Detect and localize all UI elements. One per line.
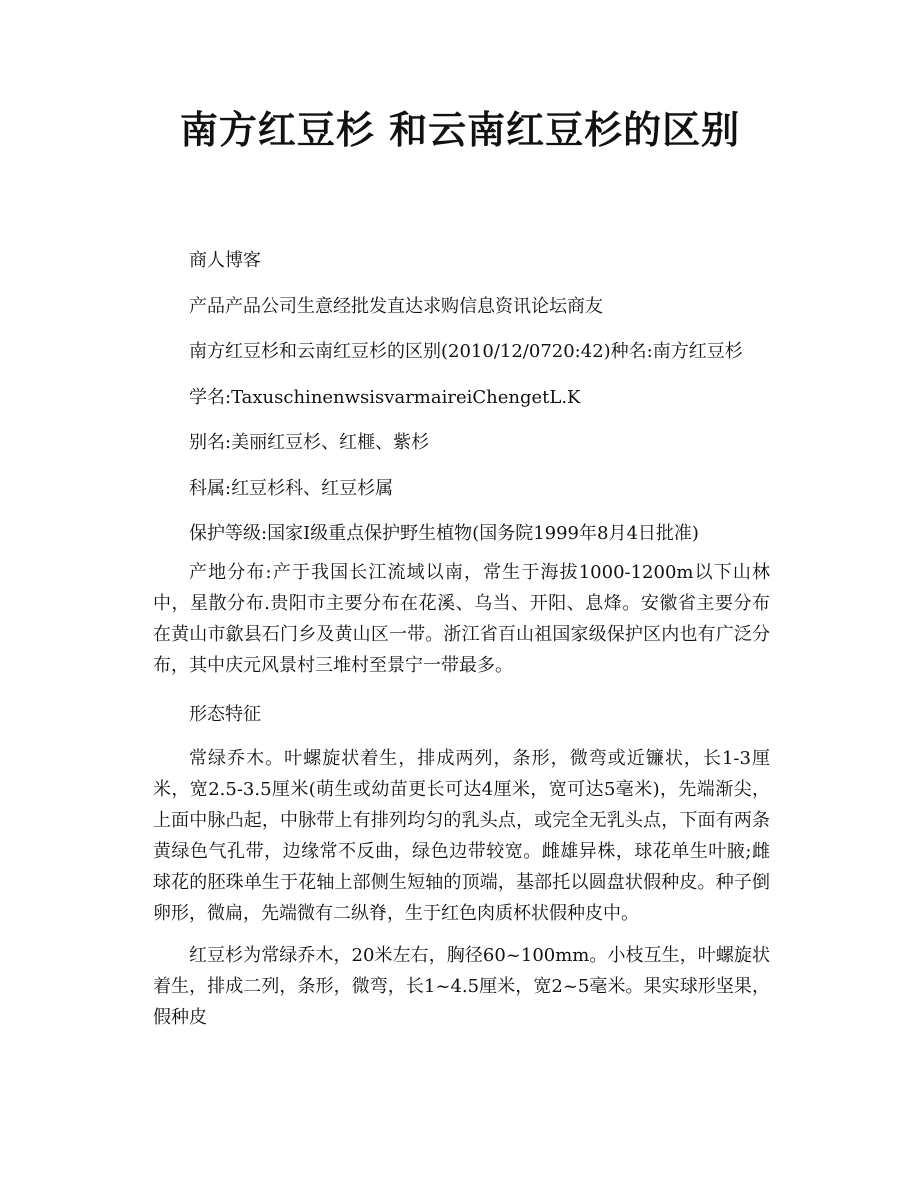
scientific-name-line: 学名:TaxuschinenwsisvarmaireiChengetL.K <box>189 386 581 408</box>
nav-categories-line: 产品产品公司生意经批发直达求购信息资讯论坛商友 <box>189 295 603 317</box>
morphology-paragraph: 常绿乔木。叶螺旋状着生，排成两列，条形，微弯或近镰状，长1-3厘米，宽2.5-3.5厘米(萌生或幼苗更长可达4厘米，宽可达5毫米)，先端渐尖，上面中脉凸起，中脉带上有排列均匀的乳头点，或完全无乳头点，下面有两条黄绿色气孔带，边缘常不反曲，绿色边带较宽。雌雄异株，球花单生叶腋;雌球花的胚珠单生于花轴上部侧生短轴的顶端，基部托以圆盘状假种皮。种子倒卵形，微扁，先端微有二纵脊，生于红色肉质杯状假种皮中。 <box>153 748 770 924</box>
document-body <box>153 238 770 1044</box>
description-paragraph: 红豆杉为常绿乔木，20米左右，胸径60~100mm。小枝互生，叶螺旋状着生，排成二列，条形，微弯，长1~4.5厘米，宽2~5毫米。果实球形坚果，假种皮 <box>153 945 770 1028</box>
family-genus-line: 科属:红豆杉科、红豆杉属 <box>189 477 394 499</box>
protection-level-line: 保护等级:国家Ⅰ级重点保护野生植物(国务院1999年8月4日批准) <box>189 523 699 544</box>
article-header-line: 南方红豆杉和云南红豆杉的区别(2010/12/0720:42)种名:南方红豆杉 <box>189 341 743 362</box>
document-title: 南方红豆杉 和云南红豆杉的区别 <box>179 108 741 152</box>
morphology-heading: 形态特征 <box>189 703 261 725</box>
blog-label: 商人博客 <box>189 250 261 271</box>
alias-line: 别名:美丽红豆杉、红榧、紫杉 <box>189 432 430 453</box>
distribution-paragraph: 产地分布:产于我国长江流域以南，常生于海拔1000-1200m以下山林中，星散分布.贵阳市主要分布在花溪、乌当、开阳、息烽。安徽省主要分布在黄山市歙县石门乡及黄山区一带。浙江省百山祖国家级保护区内也有广泛分布，其中庆元风景村三堆村至景宁一带最多。 <box>153 561 770 676</box>
